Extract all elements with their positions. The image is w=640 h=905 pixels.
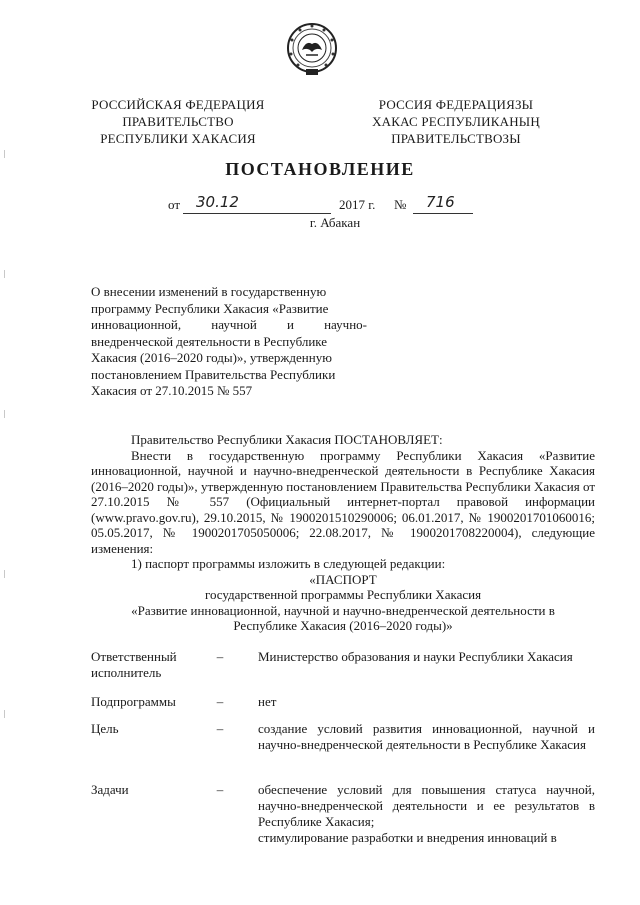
paragraph-1: Внести в государственную программу Республики Хакасия «Развитие инновационной, научной и научно-внедренческой деятельности в Республике Хакасия (2016–2020 годы)», утвержденную постановлением Правительства Республики Хакасия от 27.10.2015 № 557 (Официальный интернет-портал правовой информации (www.pravo.gov.ru), 29.10.2015, № 1900201510290006; 06.01.2017, № 1900201701060016; 05.05.2017, № 1900201705050006; 22.08.2017, № 1900201708220004), следующие изменения: — [91, 447, 595, 556]
subject-block — [91, 284, 367, 400]
header-left — [86, 96, 270, 147]
header-right — [358, 96, 554, 147]
passport-dash: – — [216, 649, 224, 664]
passport-value: создание условий развития инновационной, научной и научно-внедренческой деятельности в Республике Хакасия — [258, 721, 595, 752]
subject-line: внедренческой деятельности в Республике — [91, 333, 328, 349]
number-sign: № — [394, 197, 407, 212]
document-title: ПОСТАНОВЛЕНИЕ — [225, 159, 415, 179]
date-year: 2017 г. — [339, 197, 376, 212]
passport-subtitle: государственной программы Республики Хакасия — [204, 587, 482, 602]
passport-value — [258, 782, 595, 846]
passport-label: Цель — [91, 721, 119, 736]
date-underline — [183, 213, 331, 214]
passport-value-line: обеспечение условий для повышения статуса научной, научно-внедренческой деятельности и ее результатов в Республике Хакасия; — [258, 782, 595, 829]
passport-subtitle: «Развитие инновационной, научной и научно-внедренческой деятельности в — [131, 602, 555, 618]
passport-value: нет — [258, 694, 277, 709]
date-handwritten: 30.12 — [196, 193, 239, 211]
city-line: г. Абакан — [309, 215, 361, 230]
header-right-line: ПРАВИТЕЛЬСТВОЗЫ — [391, 131, 521, 146]
passport-title: «ПАСПОРТ — [309, 571, 377, 587]
subject-line: Хакасия (2016–2020 годы)», утвержденную — [91, 350, 332, 365]
subject-line: О внесении изменений в государственную — [91, 284, 327, 299]
passport-label: Подпрограммы — [91, 694, 176, 709]
passport-dash: – — [216, 782, 224, 797]
decree-line: Правительство Республики Хакасия ПОСТАНОВЛЯЕТ: — [131, 432, 443, 447]
date-prefix: от — [168, 197, 181, 212]
subject-line: программу Республики Хакасия «Развитие — [91, 300, 329, 316]
coat-of-arms-icon — [286, 22, 338, 78]
item-1: 1) паспорт программы изложить в следующей редакции: — [131, 556, 446, 571]
number-handwritten: 716 — [426, 193, 455, 211]
passport-value-line: стимулирование разработки и внедрения инноваций в — [258, 830, 557, 845]
passport-value: Министерство образования и науки Республики Хакасия — [258, 649, 573, 664]
subject-line: постановлением Правительства Республики — [91, 366, 336, 382]
header-right-line: ХАКАС РЕСПУБЛИКАНЫҢ — [372, 114, 540, 129]
subject-line: инновационной, научной и научно- — [91, 317, 367, 332]
header-left-line: ПРАВИТЕЛЬСТВО — [122, 114, 234, 129]
passport-label: Ответственный исполнитель — [91, 649, 177, 680]
scan-margin-marks — [4, 150, 8, 750]
header-right-line: РОССИЯ ФЕДЕРАЦИЯЗЫ — [378, 97, 534, 112]
header-left-line: РЕСПУБЛИКИ ХАКАСИЯ — [100, 131, 256, 146]
header-left-line: РОССИЙСКАЯ ФЕДЕРАЦИЯ — [91, 97, 265, 112]
body-text — [91, 432, 595, 634]
passport-label: Задачи — [91, 782, 129, 797]
subject-line: Хакасия от 27.10.2015 № 557 — [91, 383, 253, 398]
passport-dash: – — [216, 721, 224, 736]
passport-subtitle: Республике Хакасия (2016–2020 годы)» — [233, 618, 453, 633]
passport-dash: – — [216, 694, 224, 709]
number-underline — [413, 213, 473, 214]
